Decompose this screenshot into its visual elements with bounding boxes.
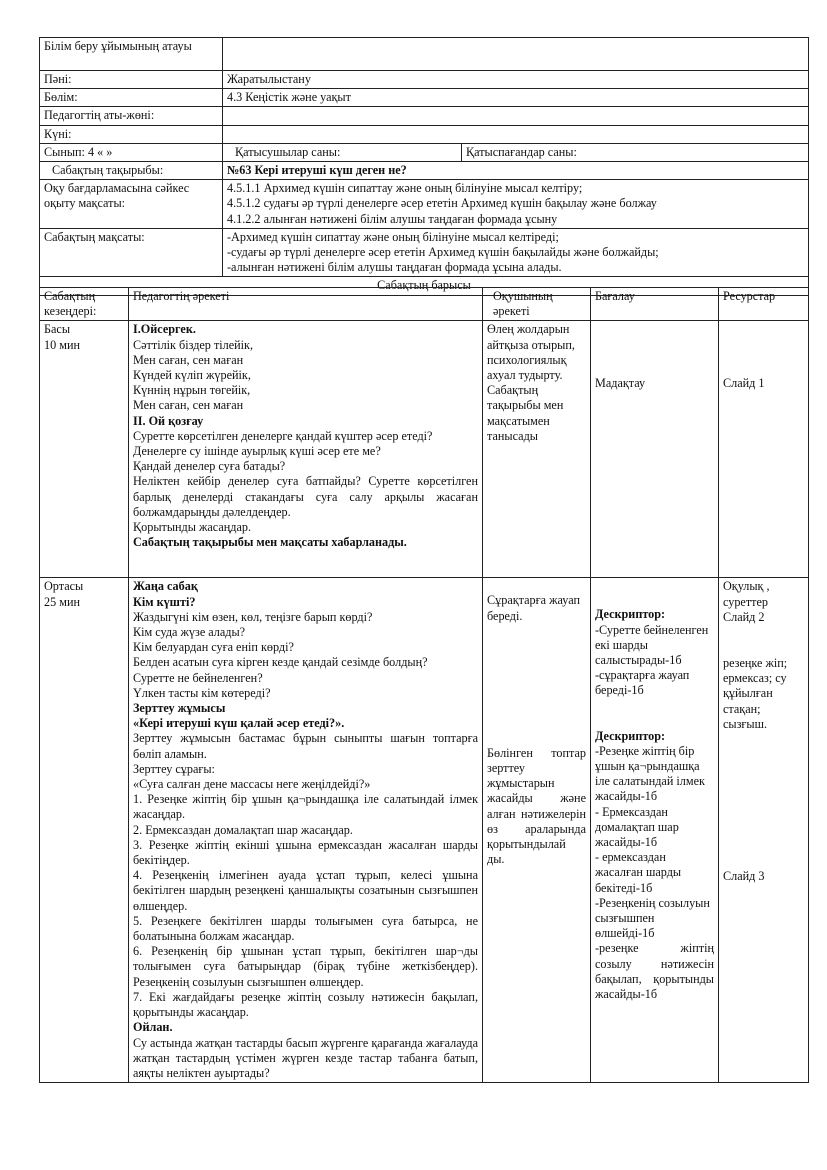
resource-item: Слайд 2 — [723, 609, 765, 624]
col-header-stage: Сабақтың кезеңдері: — [40, 288, 129, 321]
objective-item: 4.5.1.2 судағы әр түрлі денелерге әсер ететін Архимед күшін бақылау және болжау — [227, 196, 657, 211]
absent-count-label: Қатыспағандар саны: — [462, 143, 809, 161]
activity-line: Қандай денелер суға батады? — [133, 459, 286, 474]
activity-line: Кім белуардан суға еніп көрді? — [133, 640, 294, 655]
activity-line: Мен саған, сен маған — [133, 398, 244, 413]
stage-1-student-activity: Өлең жолдарын айтқыза отырып, психологиялық ахуал тудырту. Сабақтың тақырыбы мен мақсатымен танысады — [483, 321, 591, 578]
goal-item: -судағы әр түрлі денелерге әсер ететін Архимед күшін бақылайды және болжайды; — [227, 245, 659, 260]
student-activity-1: Сұрақтарға жауап береді. — [487, 593, 580, 623]
activity-line: 6. Резеңкенің бір ұшынан ұстап тұрып, бекітілген шар¬ды толығымен суға батырыңдар (бірақ түбіне жеткізбеңдер). Резеңкенің созылуын сызғышпен өлшеңдер. — [133, 944, 478, 989]
activity-line: Зерттеу сұрағы: — [133, 761, 215, 776]
activity-line: 5. Резеңкеге бекітілген шарды толығымен суға батырса, не болатынына болжам жасаңдар. — [133, 913, 478, 944]
goal-item: -алынған нәтижені білім алушы таңдаған формада ұсына алады. — [227, 260, 562, 275]
stage-2-cell — [40, 578, 129, 1083]
col-header-assessment: Бағалау — [591, 288, 719, 321]
activity-line: Суретте не бейнеленген? — [133, 670, 263, 685]
objective-item: 4.1.2.2 алынған нәтижені білім алушы таңдаған формада ұсыну — [227, 211, 558, 226]
student-activity-2: Бөлінген топтар зерттеу жұмыстарын жасайды және алған нәтижелерін өз араларында қорытындылай ды. — [487, 745, 586, 867]
activity-line: Кім суда жүзе алады? — [133, 625, 246, 640]
activity-line: Сабақтың тақырыбы мен мақсаты хабарланады. — [133, 535, 407, 550]
activity-line: Ойлан. — [133, 1020, 173, 1035]
date-label: Күні: — [40, 125, 223, 143]
objectives-label: Оқу бағдарламасына сәйкес оқыту мақсаты: — [40, 180, 223, 229]
objective-item: 4.5.1.1 Архимед күшін сипаттау және оның білінуіне мысал келтіру; — [227, 181, 583, 196]
activity-line: Қорытынды жасаңдар. — [133, 520, 252, 535]
teacher-label: Педагогтің аты-жөні: — [40, 107, 223, 125]
activity-line: Су астында жатқан тастарды басып жүргенге қарағанда жағалауда жатқан тастардың үстімен жүрген кезде тастар табанға батып, аяқты неліктен ауыртады? — [133, 1035, 478, 1080]
stage-name: Ортасы — [44, 579, 84, 594]
activity-line: 3. Резеңке жіптің екінші ұшына ермексаздан жасалған шарды бекітіңдер. — [133, 837, 478, 868]
activity-line: І.Ойсергек. — [133, 322, 196, 337]
stage-time: 25 мин — [44, 594, 80, 609]
stage-1-teacher-activity — [129, 321, 483, 578]
goals-label: Сабақтың мақсаты: — [40, 228, 223, 277]
activity-line: Күннің нұрын төгейік, — [133, 383, 251, 398]
subject-value: Жаратылыстану — [223, 71, 809, 89]
resource-item: Оқулық , суреттер — [723, 579, 770, 609]
activity-line: Белден асатын суға кірген кезде қандай сезімде болдың? — [133, 655, 428, 670]
lesson-header-table — [39, 37, 809, 296]
activity-line: Неліктен кейбір денелер суға батпайды? Суретте көрсетілген барлық денелерді стакандағы суға салу арқылы жасаған болжамдарыңды дәлелдеңдер. — [133, 474, 478, 519]
descriptor-title: Дескриптор: — [595, 607, 666, 622]
goal-item: -Архимед күшін сипаттау және оның білінуіне мысал келтіреді; — [227, 229, 559, 244]
stage-2-resources — [719, 578, 809, 1083]
activity-line: ІІ. Ой қозғау — [133, 413, 204, 428]
descriptor-item: -резеңке жіптің созылу нәтижесін бақылап, қорытынды жасайды-1б — [595, 941, 714, 1002]
descriptor-item: -Резеңке жіптің бір ұшын қа¬рындашқа іле салатындай ілмек жасайды-1б — [595, 743, 705, 804]
activity-line: Зерттеу жұмысын бастамас бұрын сыныпты шағын топтарға бөліп аламын. — [133, 731, 478, 761]
descriptor-item: -Резеңкенің созылуын сызғышпен өлшейді-1б — [595, 895, 710, 941]
stage-time: 10 мин — [44, 337, 80, 352]
stage-2-teacher-activity — [129, 578, 483, 1083]
stage-1-resource: Слайд 1 — [719, 321, 809, 578]
activity-line: Үлкен тасты кім көтереді? — [133, 685, 271, 700]
org-value[interactable] — [223, 38, 809, 71]
org-label: Білім беру ұйымының атауы — [40, 38, 223, 71]
activity-line: Мен саған, сен маған — [133, 352, 244, 367]
stage-2-assessment — [591, 578, 719, 1083]
col-header-resources: Ресурстар — [719, 288, 809, 321]
activity-line: 7. Екі жағдайдағы резеңке жіптің созылу нәтижесін бақылап, қорытынды жасаңдар. — [133, 989, 478, 1020]
present-count-label: Қатысушылар саны: — [223, 143, 462, 161]
resource-item: резеңке жіп; ермексаз; су құйылған стақан; сызғыш. — [723, 656, 788, 731]
activity-line: 2. Ермексаздан домалақтап шар жасаңдар. — [133, 822, 353, 837]
stage-2-student-activity — [483, 578, 591, 1083]
descriptor-title: Дескриптор: — [595, 728, 666, 743]
descriptor-item: - ермексаздан жасалған шарды бекітеді-1б — [595, 850, 682, 895]
activity-line: «Суға салған дене массасы неге жеңілдейді?» — [133, 777, 371, 792]
objectives-list — [223, 180, 809, 229]
descriptor-item: -сұрақтарға жауап береді-1б — [595, 668, 690, 698]
activity-line: Денелерге су ішінде ауырлық күші әсер ете ме? — [133, 444, 381, 459]
teacher-value[interactable] — [223, 107, 809, 125]
lesson-progress-table — [39, 287, 809, 1083]
topic-label: Сабақтың тақырыбы: — [40, 162, 223, 180]
topic-value: №63 Кері итеруші күш деген не? — [223, 162, 809, 180]
col-header-teacher: Педагогтің әрекеті — [129, 288, 483, 321]
date-value[interactable] — [223, 125, 809, 143]
activity-line: 1. Резеңке жіптің бір ұшын қа¬рындашқа іле салатындай ілмек жасаңдар. — [133, 792, 478, 822]
descriptor-item: -Суретте бейнеленген екі шарды салыстырады-1б — [595, 622, 709, 668]
activity-line: Сәттілік біздер тілейік, — [133, 337, 254, 352]
stage-1-cell — [40, 321, 129, 578]
section-value: 4.3 Кеңістік және уақыт — [223, 89, 809, 107]
activity-line: «Кері итеруші күш қалай әсер етеді?». — [133, 716, 345, 731]
subject-label: Пәні: — [40, 71, 223, 89]
lesson-progress-title: Сабақтың барысы — [40, 277, 809, 295]
activity-line: Суретте көрсетілген денелерге қандай күштер әсер етеді? — [133, 428, 433, 443]
goals-list — [223, 228, 809, 277]
activity-line: Зерттеу жұмысы — [133, 701, 226, 716]
activity-line: 4. Резеңкенің ілмегінен ауада ұстап тұрып, келесі ұшына бекітілген шардың резеңкені қаншалықты созатынын сызғышпен өлшеңдер. — [133, 868, 478, 913]
resource-item: Слайд 3 — [723, 869, 765, 884]
activity-line: Күндей күліп жүрейік, — [133, 368, 251, 383]
activity-line: Жаңа сабақ — [133, 579, 198, 594]
descriptor-item: - Ермексаздан домалақтап шар жасайды-1б — [595, 804, 679, 850]
class-label: Сынып: 4 « » — [40, 143, 223, 161]
col-header-student: Оқушының әрекеті — [483, 288, 591, 321]
section-label: Бөлім: — [40, 89, 223, 107]
stage-name: Басы — [44, 322, 71, 337]
stage-1-assessment: Мадақтау — [591, 321, 719, 578]
activity-line: Кім күшті? — [133, 594, 196, 609]
activity-line: Жаздыгүні кім өзен, көл, теңізге барып көрді? — [133, 609, 373, 624]
